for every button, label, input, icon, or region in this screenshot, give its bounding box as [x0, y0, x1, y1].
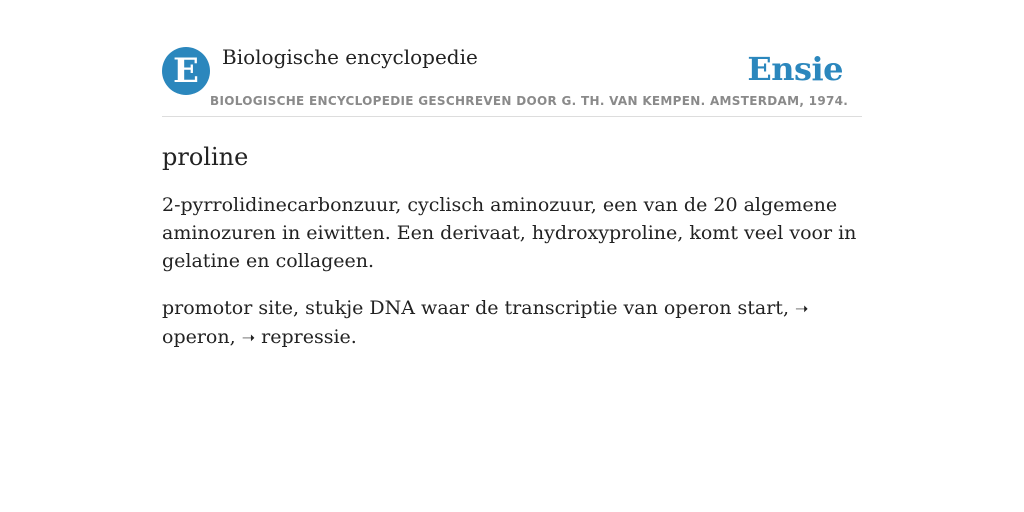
- entry-definition: 2-pyrrolidinecarbonzuur, cyclisch aminozuur, een van de 20 algemene aminozuren in eiwitten. Een derivaat, hydroxyproline, komt veel voor in gelatine en collageen.: [162, 194, 857, 272]
- entry-second-paragraph: [162, 294, 862, 352]
- link-operon[interactable]: operon: [162, 326, 230, 348]
- site-subtitle: BIOLOGISCHE ENCYCLOPEDIE GESCHREVEN DOOR G. TH. VAN KEMPEN. AMSTERDAM, 1974.: [210, 94, 849, 108]
- article: [162, 44, 862, 352]
- separator-text: ,: [229, 326, 236, 348]
- arrow-right-icon: ➝: [241, 328, 256, 347]
- site-logo[interactable]: E: [162, 47, 210, 95]
- arrow-right-icon: ➝: [795, 299, 809, 318]
- site-title[interactable]: Biologische encyclopedie: [222, 45, 478, 69]
- end-punctuation: .: [350, 326, 357, 348]
- brand-logo[interactable]: Ensie: [747, 50, 843, 88]
- entry-term: proline: [162, 143, 249, 171]
- paragraph-text: promotor site, stukje DNA waar de transcriptie van operon start,: [162, 297, 789, 319]
- site-header: [162, 44, 862, 117]
- link-repressie[interactable]: repressie: [261, 326, 351, 348]
